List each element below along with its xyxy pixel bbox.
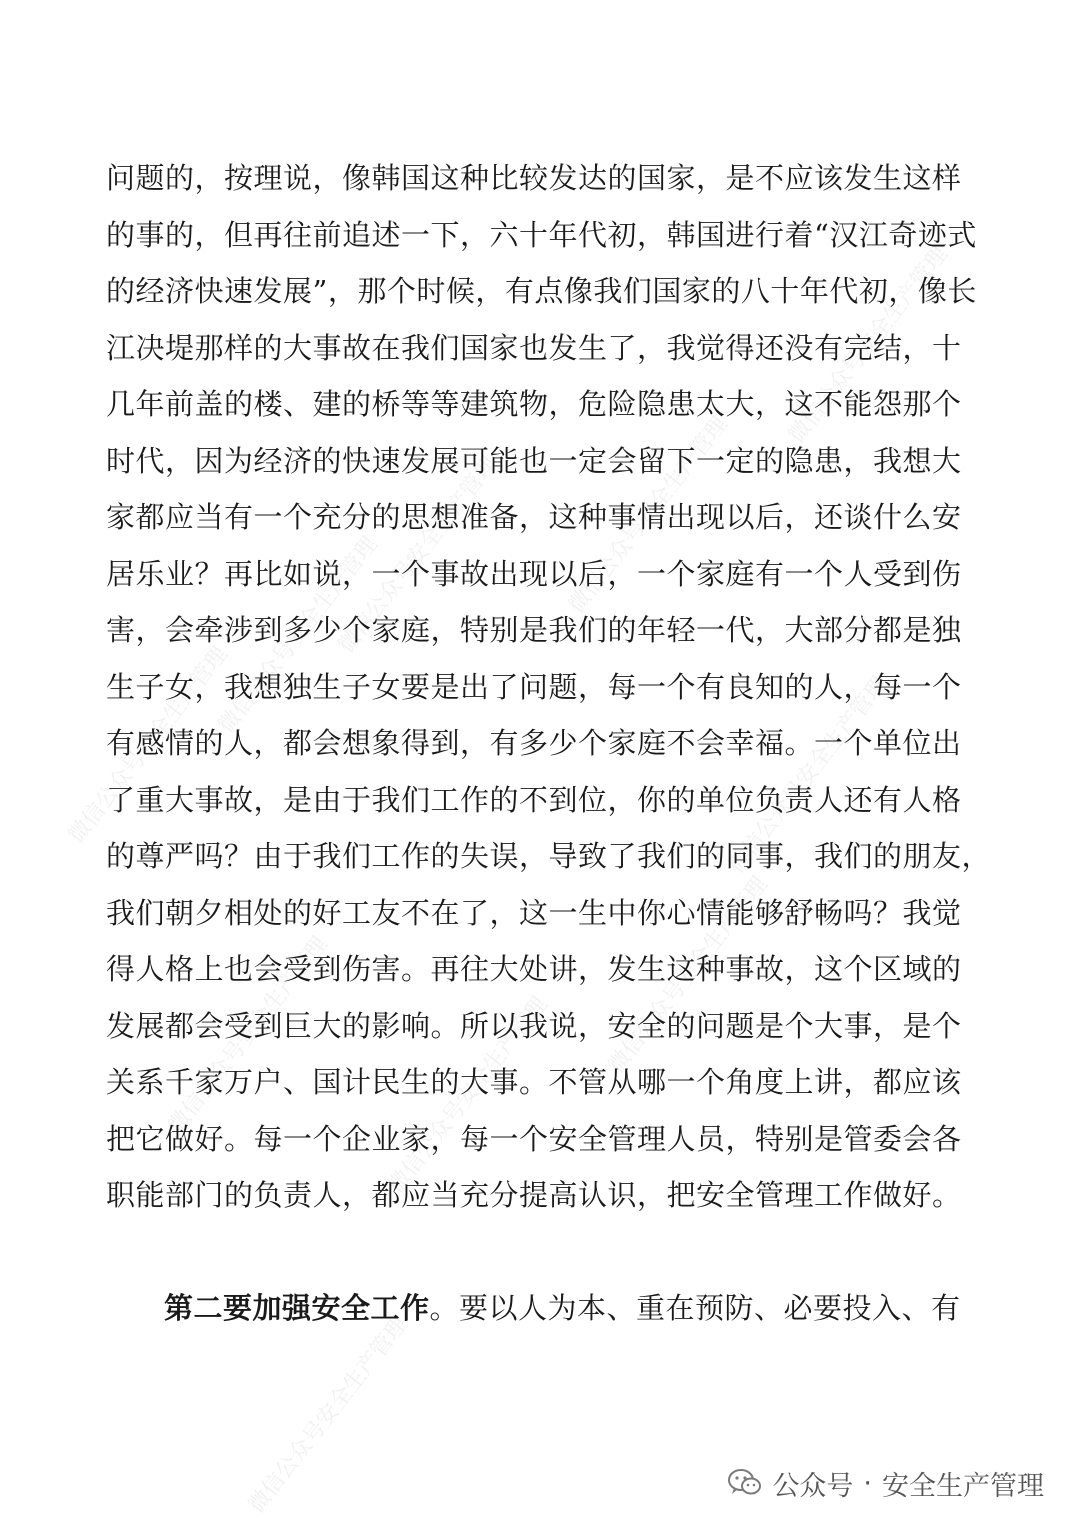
text-line: 居乐业？再比如说，一个事故出现以后，一个家庭有一个人受到伤 <box>106 556 962 591</box>
watermark: 微信公众号安全生产管理 <box>243 1312 413 1519</box>
watermark: 微信公众号安全生产管理 <box>383 992 553 1199</box>
watermark: 微信公众号安全生产管理 <box>163 932 333 1139</box>
text-line: 害，会牵涉到多少个家庭，特别是我们的年轻一代，大部分都是独 <box>106 613 962 647</box>
text-line: 生子女，我想独生子女要是出了问题，每一个有良知的人，每一个 <box>106 669 962 704</box>
text-line: 关系千家万户、国计民生的大事。不管从哪一个角度上讲，都应该 <box>106 1065 962 1099</box>
text-line: 江决堤那样的大事故在我们国家也发生了，我觉得还没有完结，十 <box>106 330 962 365</box>
text-line: 我们朝夕相处的好工友不在了，这一生中你心情能够舒畅吗？我觉 <box>106 895 962 930</box>
section-text: 。要以人为本、重在预防、必要投入、有 <box>429 1291 961 1325</box>
footer-label: 公众号 <box>772 1470 854 1502</box>
watermark: 微信公众号安全生产管理 <box>333 452 503 659</box>
text-line: 的事的，但再往前追述一下，六十年代初，韩国进行着“汉江奇迹式 <box>106 217 977 252</box>
account-footer[interactable] <box>728 1463 1044 1503</box>
text-line: 的尊严吗？由于我们工作的失误，导致了我们的同事，我们的朋友， <box>106 839 992 873</box>
section-paragraph <box>106 1280 966 1337</box>
footer-separator: · <box>863 1467 872 1499</box>
watermark: 微信公众号安全生产管理 <box>563 412 733 619</box>
body-paragraph <box>106 150 992 1224</box>
watermark: 微信公众号安全生产管理 <box>783 242 953 449</box>
text-line: 问题的，按理说，像韩国这种比较发达的国家，是不应该发生这样 <box>106 161 962 195</box>
text-line: 有感情的人，都会想象得到，有多少个家庭不会幸福。一个单位出 <box>106 726 962 760</box>
watermark: 微信公众号安全生产管理 <box>603 872 773 1079</box>
watermark: 微信公众号安全生产管理 <box>213 532 383 739</box>
section-heading: 第二要加强安全工作 <box>164 1291 430 1325</box>
text-line: 了重大事故，是由于我们工作的不到位，你的单位负责人还有人格 <box>106 782 962 817</box>
wechat-icon <box>728 1468 762 1498</box>
footer-account-name: 安全生产管理 <box>882 1470 1044 1502</box>
text-line: 的经济快速发展”，那个时候，有点像我们国家的八十年代初，像长 <box>106 274 977 308</box>
text-line: 职能部门的负责人，都应当充分提高认识，把安全管理工作做好。 <box>106 1178 962 1212</box>
text-line: 得人格上也会受到伤害。再往大处讲，发生这种事故，这个区域的 <box>106 952 962 986</box>
text-line: 几年前盖的楼、建的桥等等建筑物，危险隐患太大，这不能怨那个 <box>106 387 962 421</box>
text-line: 发展都会受到巨大的影响。所以我说，安全的问题是个大事，是个 <box>106 1008 962 1043</box>
text-line: 时代，因为经济的快速发展可能也一定会留下一定的隐患，我想大 <box>106 443 962 478</box>
text-line: 家都应当有一个充分的思想准备，这种事情出现以后，还谈什么安 <box>106 500 962 534</box>
text-line: 把它做好。每一个企业家，每一个安全管理人员，特别是管委会各 <box>106 1121 962 1156</box>
watermark: 微信公众号安全生产管理 <box>63 642 233 849</box>
watermark: 微信公众号安全生产管理 <box>723 672 893 879</box>
